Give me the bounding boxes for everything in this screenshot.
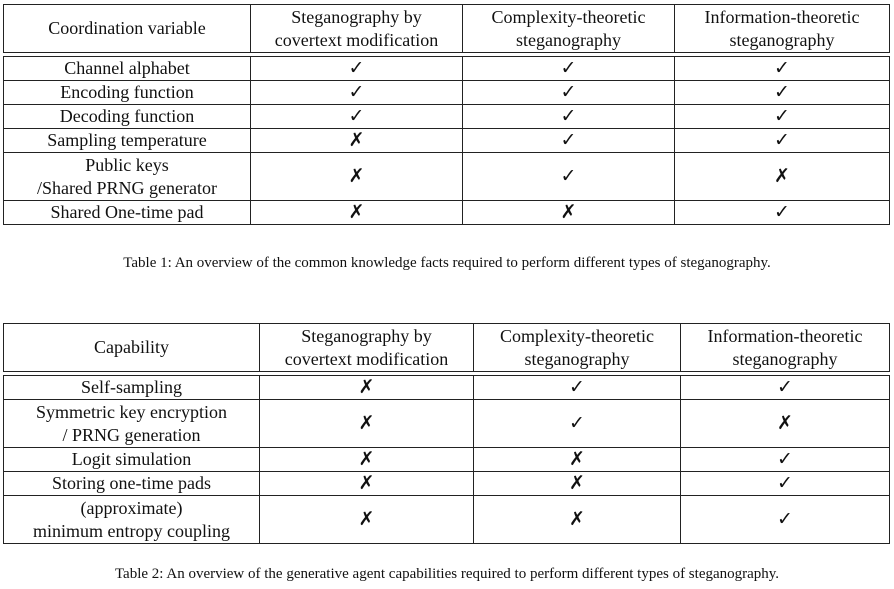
cross-icon: ✗: [260, 472, 474, 496]
table-1-header-information: Information-theoretic steganography: [675, 5, 890, 53]
cross-icon: ✗: [474, 448, 681, 472]
table-row: [4, 105, 890, 129]
row-label: Symmetric key encryption / PRNG generation: [4, 400, 260, 448]
row-label: Decoding function: [4, 105, 251, 129]
table-2-caption: Table 2: An overview of the generative agent capabilities required to perform different types of steganography.: [114, 566, 780, 582]
row-label: (approximate) minimum entropy coupling: [4, 496, 260, 544]
row-label: Sampling temperature: [4, 129, 251, 153]
table-2-header-complexity: Complexity-theoretic steganography: [474, 324, 681, 372]
check-icon: ✓: [463, 153, 675, 201]
table-2: [3, 323, 890, 544]
table-1-header-row: [4, 5, 890, 53]
table-row: [4, 201, 890, 225]
check-icon: ✓: [463, 105, 675, 129]
table-row: [4, 496, 890, 544]
table-1-header-complexity: Complexity-theoretic steganography: [463, 5, 675, 53]
check-icon: ✓: [675, 57, 890, 81]
row-label: Self-sampling: [4, 376, 260, 400]
row-label: Channel alphabet: [4, 57, 251, 81]
check-icon: ✓: [251, 57, 463, 81]
check-icon: ✓: [675, 81, 890, 105]
table-row: [4, 400, 890, 448]
table-row: [4, 472, 890, 496]
check-icon: ✓: [474, 400, 681, 448]
check-icon: ✓: [463, 81, 675, 105]
cross-icon: ✗: [251, 153, 463, 201]
table-row: [4, 153, 890, 201]
table-2-header-capability: Capability: [4, 324, 260, 372]
check-icon: ✓: [463, 57, 675, 81]
check-icon: ✓: [681, 376, 890, 400]
check-icon: ✓: [675, 201, 890, 225]
cross-icon: ✗: [474, 472, 681, 496]
table-2-header-covertext: Steganography by covertext modification: [260, 324, 474, 372]
check-icon: ✓: [675, 129, 890, 153]
table-row: [4, 57, 890, 81]
table-row: [4, 448, 890, 472]
table-2-header-information: Information-theoretic steganography: [681, 324, 890, 372]
check-icon: ✓: [681, 448, 890, 472]
cross-icon: ✗: [260, 496, 474, 544]
cross-icon: ✗: [260, 400, 474, 448]
table-row: [4, 129, 890, 153]
check-icon: ✓: [681, 472, 890, 496]
cross-icon: ✗: [474, 496, 681, 544]
check-icon: ✓: [474, 376, 681, 400]
table-row: [4, 81, 890, 105]
row-label: Shared One-time pad: [4, 201, 251, 225]
check-icon: ✓: [251, 105, 463, 129]
row-label: Logit simulation: [4, 448, 260, 472]
check-icon: ✓: [675, 105, 890, 129]
check-icon: ✓: [463, 129, 675, 153]
table-row: [4, 376, 890, 400]
cross-icon: ✗: [251, 129, 463, 153]
row-label: Public keys /Shared PRNG generator: [4, 153, 251, 201]
check-icon: ✓: [251, 81, 463, 105]
row-label: Encoding function: [4, 81, 251, 105]
cross-icon: ✗: [681, 400, 890, 448]
cross-icon: ✗: [463, 201, 675, 225]
table-1-header-covertext: Steganography by covertext modification: [251, 5, 463, 53]
table-1-caption: Table 1: An overview of the common knowledge facts required to perform different types of steganography.: [123, 255, 771, 271]
cross-icon: ✗: [260, 376, 474, 400]
cross-icon: ✗: [675, 153, 890, 201]
cross-icon: ✗: [260, 448, 474, 472]
table-1-header-variable: Coordination variable: [4, 5, 251, 53]
table-2-header-row: [4, 324, 890, 372]
check-icon: ✓: [681, 496, 890, 544]
table-1: [3, 4, 890, 225]
cross-icon: ✗: [251, 201, 463, 225]
row-label: Storing one-time pads: [4, 472, 260, 496]
